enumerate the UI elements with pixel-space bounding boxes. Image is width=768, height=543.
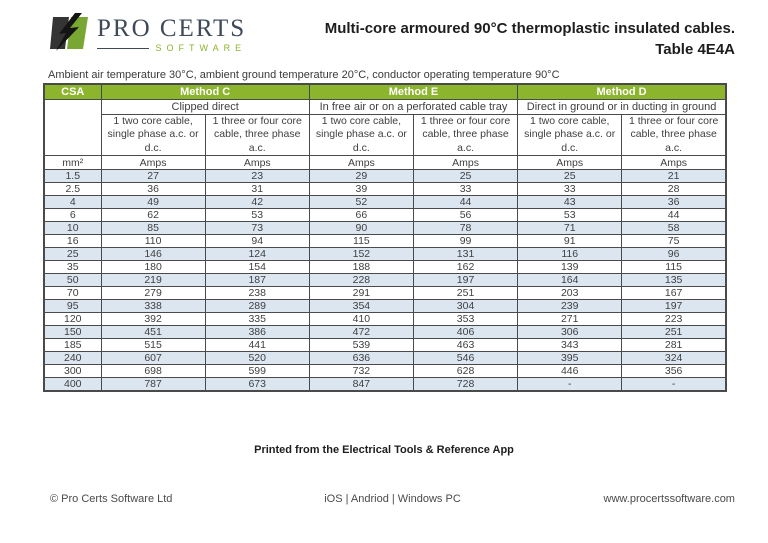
- amps-value: 53: [518, 209, 622, 222]
- website-link[interactable]: www.procertssoftware.com: [603, 492, 735, 505]
- amps-value: 289: [205, 300, 309, 313]
- amps-value: 115: [622, 261, 726, 274]
- amps-value: 96: [622, 248, 726, 261]
- unit-amps: Amps: [205, 156, 309, 170]
- method-c-description: Clipped direct: [101, 99, 309, 114]
- amps-value: 406: [413, 326, 517, 339]
- amps-value: 628: [413, 365, 517, 378]
- logo: [50, 12, 246, 53]
- amps-value: 515: [101, 339, 205, 352]
- csa-value: 1.5: [44, 170, 101, 183]
- csa-value: 50: [44, 274, 101, 287]
- cable-type-cell: 1 three or four core cable, three phase a.c.: [622, 114, 726, 156]
- amps-value: 546: [413, 352, 517, 365]
- amps-value: 228: [309, 274, 413, 287]
- amps-value: 116: [518, 248, 622, 261]
- amps-value: 115: [309, 235, 413, 248]
- amps-value: 33: [413, 183, 517, 196]
- amps-value: -: [518, 378, 622, 391]
- table-row: [44, 339, 726, 352]
- table-row: [44, 183, 726, 196]
- amps-value: 304: [413, 300, 517, 313]
- amps-value: 99: [413, 235, 517, 248]
- amps-value: 451: [101, 326, 205, 339]
- platforms-text: iOS | Andriod | Windows PC: [324, 492, 461, 505]
- amps-value: 219: [101, 274, 205, 287]
- table-row: [44, 209, 726, 222]
- amps-value: 90: [309, 222, 413, 235]
- csa-value: 240: [44, 352, 101, 365]
- cable-type-cell: 1 two core cable, single phase a.c. or d.c.: [101, 114, 205, 156]
- unit-amps: Amps: [518, 156, 622, 170]
- amps-value: 343: [518, 339, 622, 352]
- amps-value: 78: [413, 222, 517, 235]
- table-row: [44, 261, 726, 274]
- amps-value: 56: [413, 209, 517, 222]
- amps-value: -: [622, 378, 726, 391]
- method-description-row: [44, 99, 726, 114]
- amps-value: 356: [622, 365, 726, 378]
- unit-amps: Amps: [622, 156, 726, 170]
- amps-value: 187: [205, 274, 309, 287]
- amps-value: 203: [518, 287, 622, 300]
- title-line-2: Table 4E4A: [655, 41, 735, 58]
- footer: [50, 493, 735, 505]
- amps-value: 732: [309, 365, 413, 378]
- amps-value: 91: [518, 235, 622, 248]
- amps-value: 58: [622, 222, 726, 235]
- amps-value: 33: [518, 183, 622, 196]
- cable-type-row: [44, 114, 726, 156]
- amps-value: 167: [622, 287, 726, 300]
- title-line-1: Multi-core armoured 90°C thermoplastic insulated cables.: [324, 20, 735, 37]
- amps-value: 728: [413, 378, 517, 391]
- amps-value: 44: [413, 196, 517, 209]
- method-e-description: In free air or on a perforated cable tray: [309, 99, 517, 114]
- amps-value: 251: [413, 287, 517, 300]
- cable-type-cell: 1 three or four core cable, three phase a.c.: [413, 114, 517, 156]
- amps-value: 71: [518, 222, 622, 235]
- amps-value: 238: [205, 287, 309, 300]
- amps-value: 25: [518, 170, 622, 183]
- method-c-header: Method C: [101, 84, 309, 99]
- amps-value: 66: [309, 209, 413, 222]
- logo-divider: [97, 48, 149, 49]
- table-row: [44, 274, 726, 287]
- table-row: [44, 196, 726, 209]
- amps-value: 353: [413, 313, 517, 326]
- method-d-description: Direct in ground or in ducting in ground: [518, 99, 726, 114]
- printed-note: Printed from the Electrical Tools & Reference App: [254, 443, 514, 456]
- amps-value: 154: [205, 261, 309, 274]
- header: [50, 12, 735, 60]
- method-d-header: Method D: [518, 84, 726, 99]
- amps-value: 306: [518, 326, 622, 339]
- logo-text: [97, 12, 246, 53]
- amps-value: 110: [101, 235, 205, 248]
- table-row: [44, 326, 726, 339]
- csa-value: 35: [44, 261, 101, 274]
- cable-type-cell: 1 two core cable, single phase a.c. or d.c.: [518, 114, 622, 156]
- amps-value: 698: [101, 365, 205, 378]
- table-row: [44, 365, 726, 378]
- amps-value: 281: [622, 339, 726, 352]
- amps-value: 239: [518, 300, 622, 313]
- csa-value: 10: [44, 222, 101, 235]
- amps-value: 139: [518, 261, 622, 274]
- amps-value: 28: [622, 183, 726, 196]
- copyright-text: © Pro Certs Software Ltd: [50, 492, 173, 505]
- amps-value: 636: [309, 352, 413, 365]
- unit-amps: Amps: [101, 156, 205, 170]
- amps-value: 386: [205, 326, 309, 339]
- amps-value: 124: [205, 248, 309, 261]
- amps-value: 787: [101, 378, 205, 391]
- amps-value: 335: [205, 313, 309, 326]
- amps-value: 75: [622, 235, 726, 248]
- amps-value: 135: [622, 274, 726, 287]
- table-row: [44, 248, 726, 261]
- units-row: [44, 156, 726, 170]
- amps-value: 599: [205, 365, 309, 378]
- cable-type-cell: 1 two core cable, single phase a.c. or d.c.: [309, 114, 413, 156]
- table-row: [44, 235, 726, 248]
- amps-value: 197: [413, 274, 517, 287]
- csa-value: 4: [44, 196, 101, 209]
- unit-amps: Amps: [309, 156, 413, 170]
- amps-value: 42: [205, 196, 309, 209]
- amps-value: 673: [205, 378, 309, 391]
- logo-name: PRO CERTS: [97, 15, 247, 42]
- csa-blank-cell: [44, 99, 101, 156]
- amps-value: 27: [101, 170, 205, 183]
- amps-value: 21: [622, 170, 726, 183]
- amps-value: 23: [205, 170, 309, 183]
- amps-value: 271: [518, 313, 622, 326]
- amps-value: 392: [101, 313, 205, 326]
- amps-value: 223: [622, 313, 726, 326]
- amps-value: 44: [622, 209, 726, 222]
- amps-value: 410: [309, 313, 413, 326]
- csa-value: 6: [44, 209, 101, 222]
- amps-value: 463: [413, 339, 517, 352]
- cable-ratings-table: [43, 83, 727, 392]
- amps-value: 251: [622, 326, 726, 339]
- amps-value: 197: [622, 300, 726, 313]
- amps-value: 395: [518, 352, 622, 365]
- table-row: [44, 300, 726, 313]
- method-e-header: Method E: [309, 84, 517, 99]
- cable-type-cell: 1 three or four core cable, three phase a.c.: [205, 114, 309, 156]
- table-row: [44, 222, 726, 235]
- csa-value: 120: [44, 313, 101, 326]
- table-body: [44, 170, 726, 391]
- amps-value: 441: [205, 339, 309, 352]
- amps-value: 52: [309, 196, 413, 209]
- csa-value: 70: [44, 287, 101, 300]
- amps-value: 279: [101, 287, 205, 300]
- amps-value: 354: [309, 300, 413, 313]
- table-row: [44, 170, 726, 183]
- conditions-note: Ambient air temperature 30°C, ambient ground temperature 20°C, conductor operating temperature 90°C: [48, 69, 560, 81]
- method-header-row: [44, 84, 726, 99]
- csa-value: 300: [44, 365, 101, 378]
- amps-value: 94: [205, 235, 309, 248]
- amps-value: 53: [205, 209, 309, 222]
- amps-value: 131: [413, 248, 517, 261]
- csa-value: 400: [44, 378, 101, 391]
- csa-value: 150: [44, 326, 101, 339]
- amps-value: 847: [309, 378, 413, 391]
- amps-value: 85: [101, 222, 205, 235]
- amps-value: 31: [205, 183, 309, 196]
- amps-value: 39: [309, 183, 413, 196]
- amps-value: 36: [101, 183, 205, 196]
- amps-value: 539: [309, 339, 413, 352]
- csa-header: CSA: [44, 84, 101, 99]
- unit-amps: Amps: [413, 156, 517, 170]
- amps-value: 188: [309, 261, 413, 274]
- amps-value: 324: [622, 352, 726, 365]
- table-row: [44, 378, 726, 391]
- amps-value: 73: [205, 222, 309, 235]
- csa-value: 185: [44, 339, 101, 352]
- amps-value: 29: [309, 170, 413, 183]
- csa-value: 16: [44, 235, 101, 248]
- amps-value: 36: [622, 196, 726, 209]
- amps-value: 338: [101, 300, 205, 313]
- amps-value: 162: [413, 261, 517, 274]
- amps-value: 180: [101, 261, 205, 274]
- amps-value: 62: [101, 209, 205, 222]
- csa-value: 95: [44, 300, 101, 313]
- unit-mm2: mm²: [44, 156, 101, 170]
- page-title: [325, 12, 735, 60]
- table-row: [44, 287, 726, 300]
- csa-value: 2.5: [44, 183, 101, 196]
- table-row: [44, 352, 726, 365]
- amps-value: 49: [101, 196, 205, 209]
- amps-value: 446: [518, 365, 622, 378]
- amps-value: 43: [518, 196, 622, 209]
- csa-value: 25: [44, 248, 101, 261]
- logo-subtitle: SOFTWARE: [155, 43, 247, 53]
- table-row: [44, 313, 726, 326]
- amps-value: 520: [205, 352, 309, 365]
- amps-value: 25: [413, 170, 517, 183]
- amps-value: 607: [101, 352, 205, 365]
- amps-value: 146: [101, 248, 205, 261]
- amps-value: 164: [518, 274, 622, 287]
- amps-value: 291: [309, 287, 413, 300]
- amps-value: 472: [309, 326, 413, 339]
- amps-value: 152: [309, 248, 413, 261]
- lightning-bolt-icon: [50, 12, 90, 52]
